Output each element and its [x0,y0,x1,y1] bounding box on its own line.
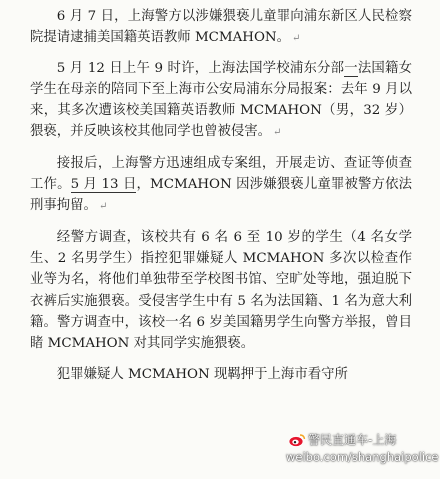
paragraph-text: 接报后，上海警方迅速组成专案组，开展走访、查证等侦查工作。 [30,155,412,193]
paragraph-text: 5 月 12 日上午 9 时许，上海法国学校浦东分部 [56,60,345,76]
paragraph-1 [30,6,412,50]
paragraph-mark-icon: ↵ [98,201,108,213]
paragraph-text: 犯罪嫌疑人 MCMAHON 现羁押于上海市看守所 [56,367,348,383]
paragraph-3 [30,153,412,218]
underlined-text: 5 月 13 日 [70,177,137,193]
watermark-url: weibo.com/shanghaipolice [286,450,439,464]
underlined-text: 一 [344,60,358,76]
paragraph-text: ，MCMAHON 因涉嫌猥亵儿童罪被警方依法刑事拘留。 [30,177,413,214]
paragraph-mark-icon: ↵ [273,127,282,139]
paragraph-4 [30,227,412,355]
paragraph-text: 经警方调查，该校共有 6 名 6 至 10 岁的学生（4 名女学生、2 名男学生）指控犯罪嫌疑人 MCMAHON 多次以检查作业等为名，将他们单独带至学校图书馆、空旷处等地，强迫脱下衣裤后实施猥亵。受侵害学生中有 5 名为法国籍、1 名为意大利籍。警方调查中，该校一名 6 岁美国籍男学生向警方举报，曾目睹 MCMAHON 对其同学实施猥亵。 [30,229,412,352]
paragraph-mark-icon: ↵ [292,33,301,45]
paragraph-text: 法国籍女学生在母亲的陪同下至上海市公安局浦东分局报案：去年 9 月以来，其多次遭该校美国籍英语教师 MCMAHON（男，32 岁）猥亵，并反映该校其他同学也曾被侵害。 [30,60,413,140]
paragraph-2 [30,58,412,144]
watermark-account-name: 警民直通车-上海 [308,433,397,447]
weibo-watermark [286,433,439,467]
paragraph-5 [30,364,412,385]
paragraph-text: 6 月 7 日，上海警方以涉嫌猥亵儿童罪向浦东新区人民检察院提请逮捕美国籍英语教师 MCMAHON。 [30,9,412,46]
weibo-logo-icon [288,433,306,447]
